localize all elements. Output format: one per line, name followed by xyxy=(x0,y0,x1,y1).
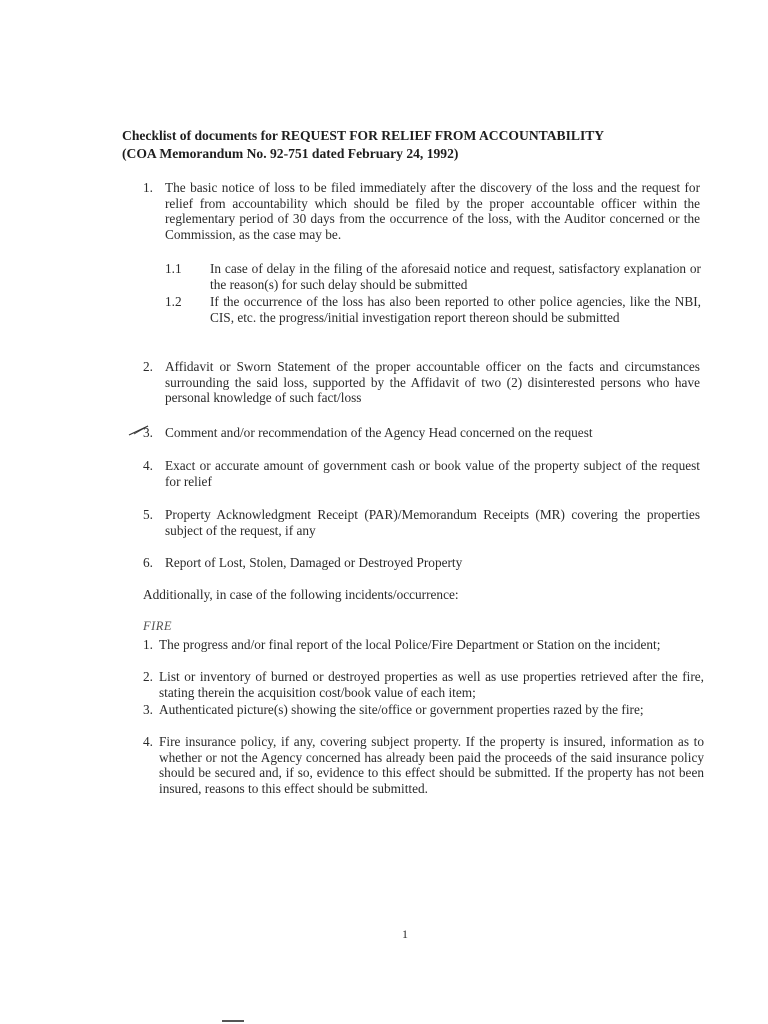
fire-item-number: 1. xyxy=(143,637,153,652)
item-text: The basic notice of loss to be filed immediately after the discovery of the loss and the request for relief from accountability which should be filed by the proper accountable officer within the reglementary period of 30 days from the occurrence of the loss, with the Auditor concerned or the Commission, as the case may be. xyxy=(165,180,700,242)
checklist-subitem-1-1 xyxy=(165,261,701,292)
checklist-item-1 xyxy=(143,180,700,242)
fire-item-4 xyxy=(143,734,704,796)
subitem-number: 1.1 xyxy=(165,261,182,276)
fire-item-text: The progress and/or final report of the local Police/Fire Department or Station on the incident; xyxy=(159,637,661,652)
fire-item-text: Authenticated picture(s) showing the site/office or government properties razed by the fire; xyxy=(159,702,644,717)
item-text: Affidavit or Sworn Statement of the proper accountable officer on the facts and circumstances surrounding the said loss, supported by the Affidavit of two (2) disinterested persons who have personal knowledge of such fact/loss xyxy=(165,359,700,406)
item-text: Report of Lost, Stolen, Damaged or Destroyed Property xyxy=(165,555,463,570)
fire-item-number: 3. xyxy=(143,702,153,717)
title-line-1: Checklist of documents for REQUEST FOR RELIEF FROM ACCOUNTABILITY xyxy=(122,128,605,143)
page-number: 1 xyxy=(402,927,408,941)
item-number: 6. xyxy=(143,555,153,570)
item-number: 2. xyxy=(143,359,153,374)
scan-artifact-line xyxy=(222,1020,244,1022)
title-line-2: (COA Memorandum No. 92-751 dated February 24, 1992) xyxy=(122,146,459,161)
subitem-text: In case of delay in the filing of the aforesaid notice and request, satisfactory explanation or the reason(s) for such delay should be submitted xyxy=(210,261,701,292)
fire-item-number: 2. xyxy=(143,669,153,684)
checklist-item-4 xyxy=(143,458,700,489)
additionally-paragraph: Additionally, in case of the following incidents/occurrence: xyxy=(143,587,459,602)
checklist-item-5 xyxy=(143,507,700,538)
checklist-subitem-1-2 xyxy=(165,294,701,325)
fire-item-number: 4. xyxy=(143,734,153,749)
item-text: Exact or accurate amount of government cash or book value of the property subject of the request for relief xyxy=(165,458,700,489)
subitem-number: 1.2 xyxy=(165,294,182,309)
subitem-text: If the occurrence of the loss has also been reported to other police agencies, like the NBI, CIS, etc. the progress/initial investigation report thereon should be submitted xyxy=(210,294,701,325)
item-number: 1. xyxy=(143,180,153,195)
item-text: Property Acknowledgment Receipt (PAR)/Memorandum Receipts (MR) covering the properties subject of the request, if any xyxy=(165,507,700,538)
checklist-item-6 xyxy=(143,555,700,571)
item-number: 4. xyxy=(143,458,153,473)
fire-item-text: Fire insurance policy, if any, covering subject property. If the property is insured, information as to whether or not the Agency concerned has already been paid the proceeds of the said insurance policy should be secured and, if so, evidence to this effect should be submitted. If the property has not been insured, reasons to this effect should be submitted. xyxy=(159,734,704,796)
document-title xyxy=(122,127,722,163)
fire-item-3 xyxy=(143,702,704,718)
fire-heading: FIRE xyxy=(143,619,173,633)
item-text: Comment and/or recommendation of the Agency Head concerned on the request xyxy=(165,425,593,440)
fire-item-2 xyxy=(143,669,704,700)
item-number: 3. xyxy=(143,425,153,440)
checklist-item-3 xyxy=(143,425,700,441)
item-number: 5. xyxy=(143,507,153,522)
fire-item-1 xyxy=(143,637,704,653)
fire-item-text: List or inventory of burned or destroyed properties as well as use properties retrieved after the fire, stating therein the acquisition cost/book value of each item; xyxy=(159,669,704,700)
checklist-item-2 xyxy=(143,359,700,406)
